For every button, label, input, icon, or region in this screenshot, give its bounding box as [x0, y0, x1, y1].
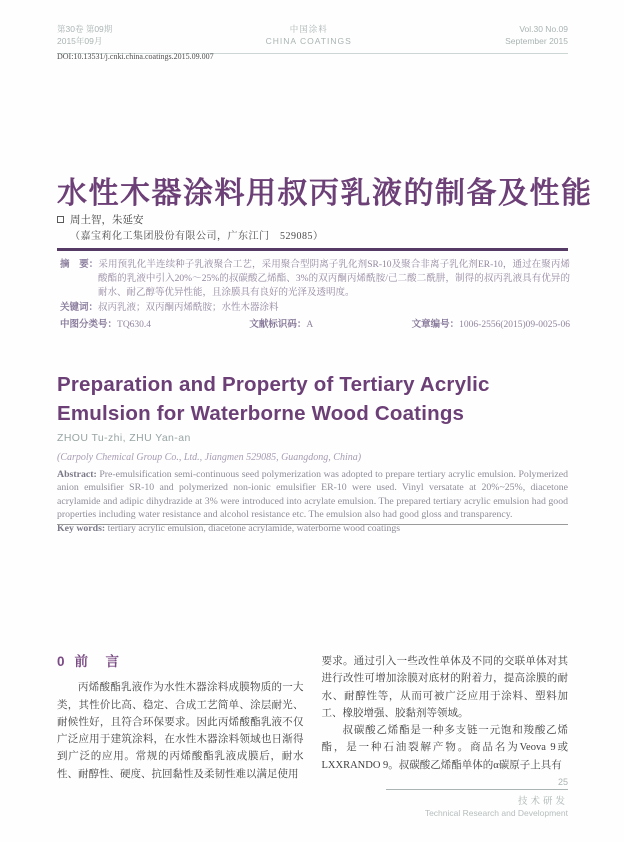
abstract-text-cn: 采用预乳化半连续种子乳液聚合工艺，采用聚合型阴离子乳化剂SR-10及聚合非离子乳化剂ER-10，通过在聚丙烯酸酯的乳液中引入20%～25%的叔碳酸乙烯酯、3%的双丙酮丙烯酰胺/己二酸二酰肼，制得的叔丙乳液具有优异的耐水、耐乙醇等优异性能，且涂膜具有良好的光泽及透明度。: [98, 260, 570, 298]
article-meta-row: [60, 318, 570, 332]
abstract-cn: [60, 258, 570, 300]
body-paragraph: 丙烯酸酯乳液作为水性木器涂料成膜物质的一大类，其性价比高、稳定、合成工艺简单、涂层耐光、耐候性好，且符合环保要求。因此丙烯酸酯乳液不仅广泛应用于建筑涂料，在水性木器涂料领域也日渐得到广泛的应用。常规的丙烯酸酯乳液成膜后，耐水性、耐醇性、硬度、抗回黏性及柔韧性难以满足使用: [57, 682, 304, 780]
section-heading: [57, 653, 304, 670]
page-footer: [386, 777, 568, 818]
journal-name-cn: 中国涂料: [289, 24, 328, 34]
affiliation-en: (Carpoly Chemical Group Co., Ltd., Jiangmen 529085, Guangdong, China): [57, 452, 362, 463]
title-divider-rule: [57, 248, 568, 251]
journal-name-en: CHINA COATINGS: [265, 35, 352, 46]
journal-header: [57, 24, 568, 54]
authors-en: ZHOU Tu-zhi, ZHU Yan-an: [57, 432, 191, 444]
section-title: 前 言: [74, 654, 122, 669]
doi: DOI:10.13531/j.cnki.china.coatings.2015.09.007: [57, 52, 214, 61]
header-volume-issue-en: [505, 24, 568, 47]
abstract-label-en: Abstract:: [57, 469, 97, 480]
article-title-en: Preparation and Property of Tertiary Acrylic Emulsion for Waterborne Wood Coatings: [57, 373, 490, 425]
keywords-cn: [60, 301, 570, 315]
header-volume-issue-cn: [57, 24, 112, 47]
abstract-block-cn: [60, 258, 570, 332]
article-title-cn: 水性木器涂料用叔丙乳液的制备及性能: [57, 177, 593, 210]
body-column-right: [322, 653, 569, 783]
affiliation-cn: （嘉宝莉化工集团股份有限公司，广东江门 529085）: [70, 231, 324, 242]
footer-column-name-en: Technical Research and Development: [424, 808, 568, 818]
volume-issue-cn: 第30卷 第09期: [57, 24, 113, 34]
clc-number: 中图分类号：TQ630.4: [60, 320, 152, 330]
body-column-left: [57, 653, 304, 783]
footer-rule: [386, 789, 568, 790]
date-cn: 2015年09月: [57, 35, 103, 46]
page-number: 25: [557, 777, 568, 787]
abstract-label-cn: 摘 要：: [60, 260, 99, 270]
body-paragraph: 叔碳酸乙烯酯是一种多支链一元饱和羧酸乙烯酯，是一种石油裂解产物。商品名为Veova 9或LXXRANDO 9。叔碳酸乙烯酯单体的α碳原子上具有: [321, 725, 568, 771]
abstract-en: [57, 468, 568, 522]
document-code: 文献标识码：A: [249, 320, 314, 330]
keywords-label-en: Key words:: [57, 522, 106, 534]
body-paragraph: 要求。通过引入一些改性单体及不同的交联单体对其进行改性可增加涂膜对底材的附着力，提高涂膜的耐水、耐醇性等，从而可被广泛应用于涂料、塑料加工、橡胶增强、胶黏剂等领域。: [321, 656, 568, 719]
abstract-text-en: Pre-emulsification semi-continuous seed polymerization was adopted to prepare tertiary acrylic emulsion. Polymerized anion emulsifier SR-10 and polymerized non-ionic emulsifier ER-10 were used. Vinyl versatate at 20%~25%, diacetone acrylamide and adipic dihydrazide at 3% were introduced into acrylate emulsion. The prepared tertiary acrylic emulsion had good properties including water resistance and alcohol resistance etc. The emulsion also had good gloss and transparency.: [57, 469, 569, 521]
section-number: 0: [57, 654, 65, 669]
article-id: 文章编号：1006-2556(2015)09-0025-06: [411, 320, 570, 330]
keywords-text-en: tertiary acrylic emulsion, diacetone acrylamide, waterborne wood coatings: [107, 522, 401, 534]
abstract-divider-rule: [57, 524, 568, 525]
author-marker-icon: [57, 216, 64, 223]
volume-issue-en: Vol.30 No.09: [519, 24, 568, 34]
keywords-text-cn: 叔丙乳液；双丙酮丙烯酰胺；水性木器涂料: [98, 303, 279, 313]
journal-name-block: [266, 24, 352, 47]
date-en: September 2015: [505, 35, 568, 46]
article-body: [57, 653, 568, 783]
authors-cn: [57, 212, 144, 227]
keywords-label-cn: 关键词：: [60, 303, 99, 313]
footer-column-name-cn: 技术研发: [517, 796, 568, 807]
authors-cn-text: 周土智，朱延安: [70, 215, 144, 226]
